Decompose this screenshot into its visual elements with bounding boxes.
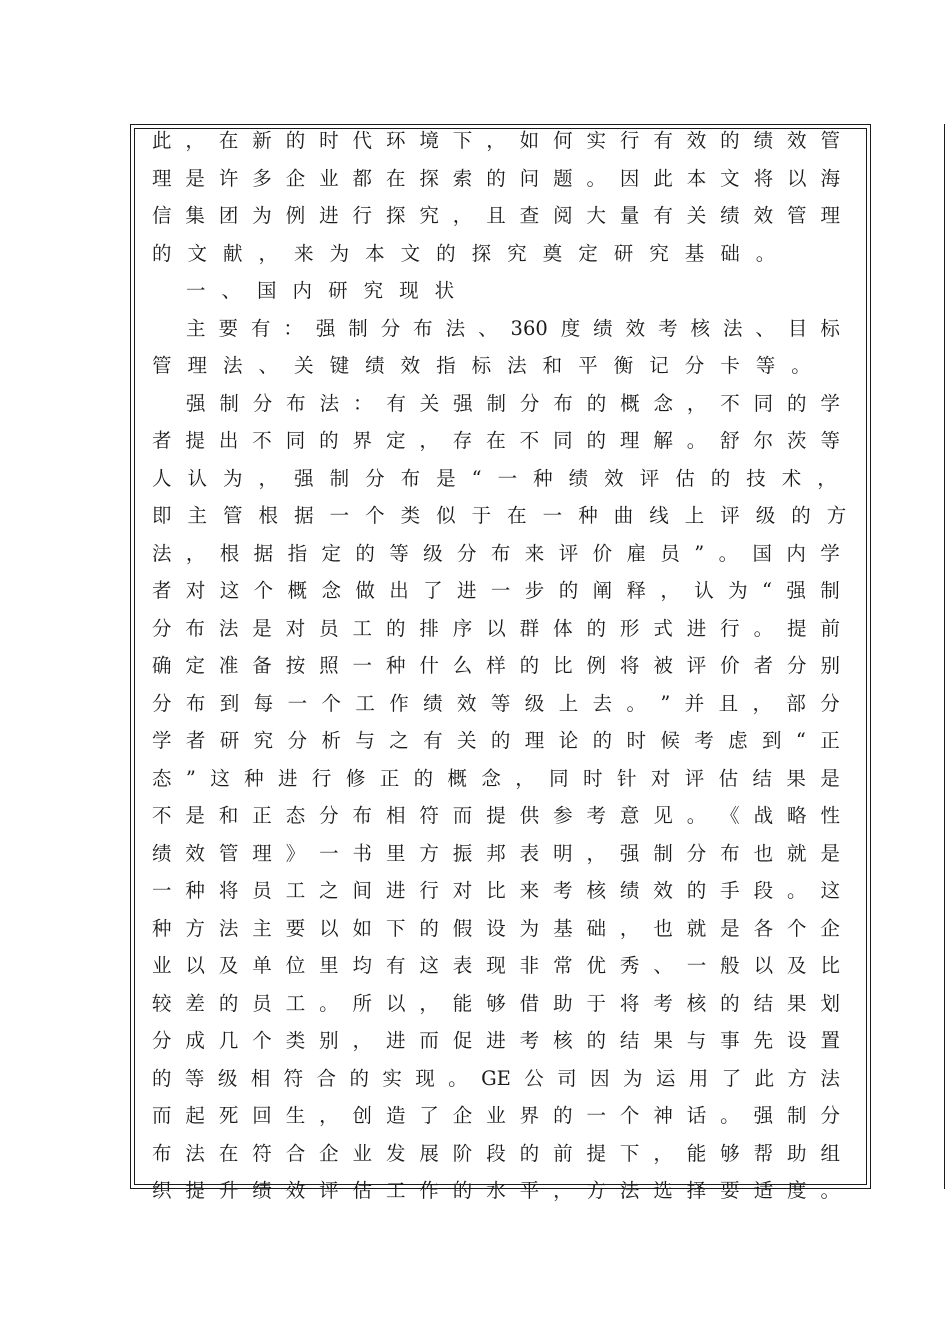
text-line: 绩 效 管 理 》 一 书 里 方 振 邦 表 明 ， 强 制 分 布 也 就 是 — [152, 841, 840, 865]
text-line: 者 对 这 个 概 念 做 出 了 进 一 步 的 阐 释 ， 认 为 “ 强 制 — [152, 579, 840, 602]
text-line: 人 认 为 ， 强 制 分 布 是 “ 一 种 绩 效 评 估 的 技 术 ， — [152, 466, 837, 490]
text-line: 态 ” 这 种 进 行 修 正 的 概 念 ， 同 时 针 对 评 估 结 果 是 — [152, 766, 840, 790]
text-line: 较 差 的 员 工 。 所 以 ， 能 够 借 助 于 将 考 核 的 结 果 划 — [152, 991, 840, 1015]
text-line: 此 ， 在 新 的 时 代 环 境 下 ， 如 何 实 行 有 效 的 绩 效 管 — [152, 129, 840, 152]
text-line: 不 是 和 正 态 分 布 相 符 而 提 供 参 考 意 见 。 《 战 略 性 — [152, 804, 840, 827]
text-line: 管 理 法 、 关 键 绩 效 指 标 法 和 平 衡 记 分 卡 等 。 — [152, 354, 811, 377]
text-line: 织 提 升 绩 效 评 估 工 作 的 水 平 ， 方 法 选 择 要 适 度 。 — [152, 1179, 840, 1202]
text-line: 确 定 准 备 按 照 一 种 什 么 样 的 比 例 将 被 评 价 者 分 别 — [152, 654, 840, 677]
text-line: 者 提 出 不 同 的 界 定 ， 存 在 不 同 的 理 解 。 舒 尔 茨 等 — [152, 429, 840, 452]
text-line: 理 是 许 多 企 业 都 在 探 索 的 问 题 。 因 此 本 文 将 以 海 — [152, 166, 840, 190]
text-line: 的 等 级 相 符 合 的 实 现 。 GE 公 司 因 为 运 用 了 此 方 法 — [152, 1066, 840, 1090]
text-line: 的 文 献 ， 来 为 本 文 的 探 究 奠 定 研 究 基 础 。 — [152, 241, 776, 265]
text-line: 法 ， 根 据 指 定 的 等 级 分 布 来 评 价 雇 员 ” 。 国 内 学 — [152, 541, 840, 565]
text-line: 布 法 在 符 合 企 业 发 展 阶 段 的 前 提 下 ， 能 够 帮 助 组 — [152, 1141, 840, 1165]
text-line: 信 集 团 为 例 进 行 探 究 ， 且 查 阅 大 量 有 关 绩 效 管 理 — [152, 204, 840, 227]
text-line: 主 要 有 ： 强 制 分 布 法 、 360 度 绩 效 考 核 法 、 目 标 — [186, 316, 840, 340]
text-line: 而 起 死 回 生 ， 创 造 了 企 业 界 的 一 个 神 话 。 强 制 分 — [152, 1104, 840, 1127]
text-line: 强 制 分 布 法 ： 有 关 强 制 分 布 的 概 念 ， 不 同 的 学 — [186, 391, 840, 415]
text-line: 分 布 法 是 对 员 工 的 排 序 以 群 体 的 形 式 进 行 。 提 前 — [152, 616, 840, 640]
text-line: 业 以 及 单 位 里 均 有 这 表 现 非 常 优 秀 、 一 般 以 及 比 — [152, 954, 840, 977]
text-line: 分 成 几 个 类 别 ， 进 而 促 进 考 核 的 结 果 与 事 先 设 置 — [152, 1029, 840, 1052]
text-line: 种 方 法 主 要 以 如 下 的 假 设 为 基 础 ， 也 就 是 各 个 企 — [152, 916, 840, 940]
text-line: 学 者 研 究 分 析 与 之 有 关 的 理 论 的 时 候 考 虑 到 “ 正 — [152, 729, 840, 752]
text-line: 一 种 将 员 工 之 间 进 行 对 比 来 考 核 绩 效 的 手 段 。 这 — [152, 879, 840, 902]
right-margin-rule — [944, 124, 945, 1189]
document-body — [152, 122, 847, 1210]
text-line: 分 布 到 每 一 个 工 作 绩 效 等 级 上 去 。 ” 并 且 ， 部 分 — [152, 691, 840, 715]
text-line: 即 主 管 根 据 一 个 类 似 于 在 一 种 曲 线 上 评 级 的 方 — [152, 504, 847, 527]
text-line: 一 、 国 内 研 究 现 状 — [186, 279, 455, 302]
